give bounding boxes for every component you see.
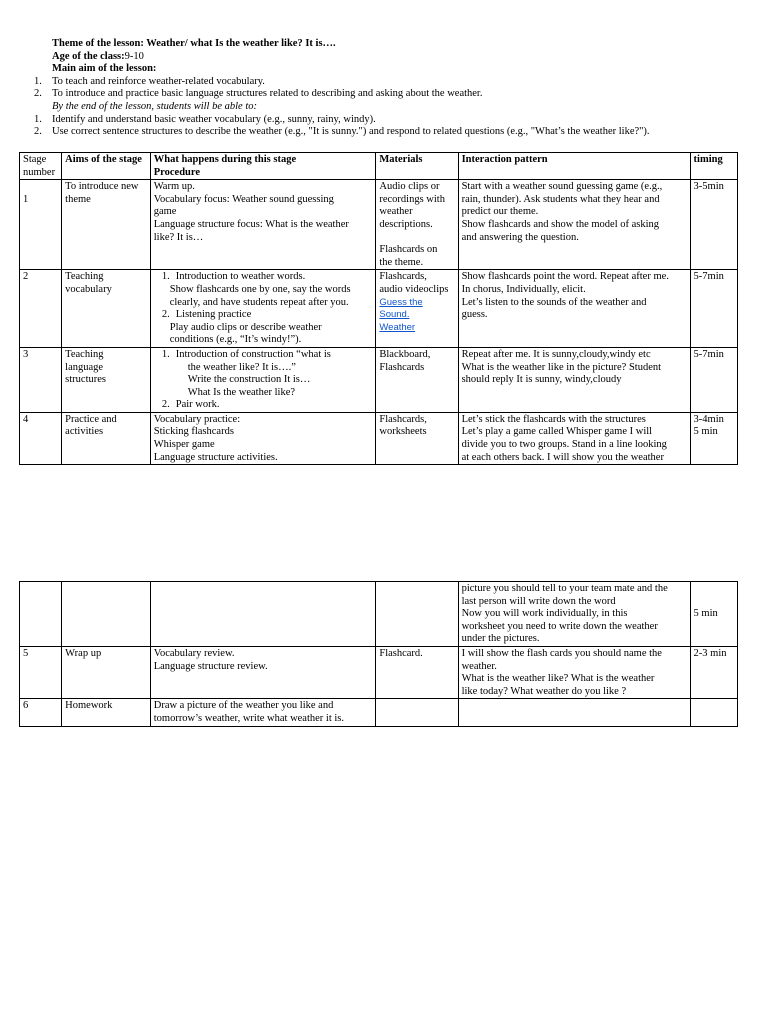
stage-aims: To introduce new theme — [62, 180, 151, 270]
aim-item: 1. To teach and reinforce weather-related vocabulary. — [34, 75, 265, 87]
stage-materials — [376, 582, 458, 647]
stage-interaction: picture you should tell to your team mate and the last person will write down the word Now you will work individually, in this worksheet you need to write down the weather under the pictures. — [458, 582, 690, 647]
stage-procedure: Vocabulary practice: Sticking flashcards Whisper game Language structure activities. — [150, 412, 376, 464]
stage-procedure: 1. Introduction of construction “what is the weather like? It is….” Write the construction It is… What Is the weather like? 2. Pair work. — [150, 347, 376, 412]
stage-procedure: Draw a picture of the weather you like and tomorrow’s weather, write what weather it is. — [150, 699, 376, 726]
stage-timing: 5 min — [690, 582, 737, 647]
lesson-header — [34, 38, 734, 139]
stage-interaction: Show flashcards point the word. Repeat after me. In chorus, Individually, elicit. Let’s listen to the sounds of the weather and guess. — [458, 270, 690, 348]
lesson-theme: Theme of the lesson: Weather/ what Is the weather like? It is…. — [52, 38, 336, 49]
stage-materials: Flashcards, worksheets — [376, 412, 458, 464]
stage-number: 6 — [20, 699, 62, 726]
outcome-item: 2. Use correct sentence structures to describe the weather (e.g., "It is sunny.") and respond to related questions (e.g., "What’s the weather like?"). — [34, 126, 650, 138]
stage-interaction — [458, 699, 690, 726]
stage-number: 2 — [20, 270, 62, 348]
header-timing: timing — [690, 153, 737, 180]
stage-number: 1 — [20, 180, 62, 270]
class-age: Age of the class: 9-10 — [52, 50, 144, 62]
stage-aims: Homework — [62, 699, 151, 726]
table-row — [20, 582, 738, 647]
outcome-item: 1. Identify and understand basic weather vocabulary (e.g., sunny, rainy, windy). — [34, 113, 376, 125]
stage-aims: Teaching language structures — [62, 347, 151, 412]
stage-materials: Audio clips or recordings with weather descriptions. Flashcards on the theme. — [376, 180, 458, 270]
stage-procedure: 1. Introduction to weather words. Show flashcards one by one, say the words clearly, and have students repeat after you. 2. Listening practice Play audio clips or describe weather conditions (e.g., “It’s windy!”). — [150, 270, 376, 348]
weather-video-link[interactable]: Weather — [379, 321, 416, 333]
stage-timing: 2-3 min — [690, 646, 737, 698]
guess-the-sound-link[interactable]: Guess the Sound. — [379, 296, 423, 321]
stage-procedure — [150, 582, 376, 647]
table-row — [20, 699, 738, 726]
stage-aims — [62, 582, 151, 647]
table-row — [20, 646, 738, 698]
stage-timing: 5-7min — [690, 347, 737, 412]
stage-aims: Wrap up — [62, 646, 151, 698]
aim-item: 2. To introduce and practice basic language structures related to describing and asking about the weather. — [34, 88, 483, 100]
stage-timing: 5-7min — [690, 270, 737, 348]
stage-materials: Flashcards, audio videoclips Guess the Sound. Weather — [376, 270, 458, 348]
stage-timing — [690, 699, 737, 726]
lesson-plan-table — [19, 152, 738, 465]
stage-interaction: Start with a weather sound guessing game (e.g., rain, thunder). Ask students what they hear and predict our theme. Show flashcards and show the model of asking and answering the question. — [458, 180, 690, 270]
table-header-row — [20, 153, 738, 180]
header-stage: Stage number — [20, 153, 62, 180]
table-row — [20, 180, 738, 270]
stage-aims: Teaching vocabulary — [62, 270, 151, 348]
stage-number: 3 — [20, 347, 62, 412]
table-row — [20, 347, 738, 412]
stage-number — [20, 582, 62, 647]
outcomes-intro: By the end of the lesson, students will be able to: — [52, 100, 258, 112]
stage-number: 4 — [20, 412, 62, 464]
lesson-plan-table-continued — [19, 581, 738, 727]
main-aim-heading: Main aim of the lesson: — [52, 63, 157, 75]
header-aims: Aims of the stage — [62, 153, 151, 180]
table-row — [20, 270, 738, 348]
header-materials: Materials — [376, 153, 458, 180]
stage-aims: Practice and activities — [62, 412, 151, 464]
stage-number: 5 — [20, 646, 62, 698]
header-procedure: What happens during this stage Procedure — [150, 153, 376, 180]
table-row — [20, 412, 738, 464]
stage-timing: 3-5min — [690, 180, 737, 270]
stage-materials — [376, 699, 458, 726]
stage-interaction: I will show the flash cards you should name the weather. What is the weather like? What is the weather like today? What weather do you like ? — [458, 646, 690, 698]
stage-procedure: Warm up. Vocabulary focus: Weather sound guessing game Language structure focus: What is the weather like? It is… — [150, 180, 376, 270]
stage-interaction: Let’s stick the flashcards with the structures Let’s play a game called Whisper game I will divide you to two groups. Stand in a line looking at each others back. I will show you the weather — [458, 412, 690, 464]
stage-interaction: Repeat after me. It is sunny,cloudy,windy etc What is the weather like in the picture? Student should reply It is sunny, windy,cloudy — [458, 347, 690, 412]
stage-timing: 3-4min 5 min — [690, 412, 737, 464]
stage-procedure: Vocabulary review. Language structure review. — [150, 646, 376, 698]
header-interaction: Interaction pattern — [458, 153, 690, 180]
stage-materials: Blackboard, Flashcards — [376, 347, 458, 412]
stage-materials: Flashcard. — [376, 646, 458, 698]
